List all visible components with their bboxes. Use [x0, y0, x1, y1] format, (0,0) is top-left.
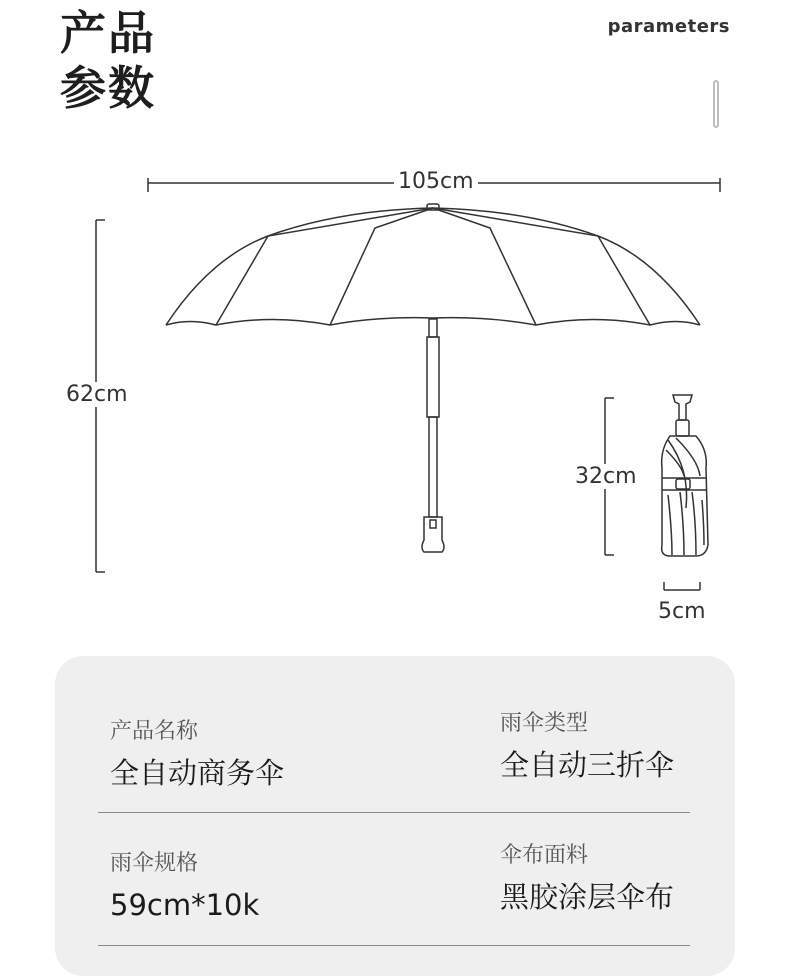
folded-diameter-label: 5cm — [654, 599, 710, 624]
folded-diameter-dimension-line — [664, 582, 700, 590]
spec-divider — [98, 812, 690, 813]
title-line-2: 参数 — [60, 61, 156, 115]
spec-value: 全自动商务伞 — [110, 756, 285, 790]
spec-product-name — [110, 718, 284, 792]
page-subtitle: parameters — [607, 16, 730, 37]
spec-label: 伞布面料 — [500, 843, 589, 868]
spec-umbrella-size — [110, 850, 259, 924]
spec-value: 全自动三折伞 — [500, 748, 675, 782]
folded-length-label: 32cm — [571, 464, 641, 489]
title-line-1: 产品 — [60, 6, 156, 60]
spec-umbrella-type — [500, 710, 674, 784]
spec-value: 59cm*10k — [110, 888, 260, 922]
folded-umbrella-icon — [662, 395, 708, 556]
spec-fabric — [500, 842, 674, 916]
spec-panel — [55, 656, 735, 976]
spec-label: 雨伞规格 — [110, 851, 199, 876]
spec-value: 黑胶涂层伞布 — [500, 880, 675, 914]
spec-divider — [98, 945, 690, 946]
spec-label: 产品名称 — [110, 719, 199, 744]
spec-label: 雨伞类型 — [500, 711, 589, 736]
open-umbrella-icon — [166, 204, 700, 552]
open-width-label: 105cm — [394, 169, 478, 194]
open-height-label: 62cm — [62, 382, 132, 407]
